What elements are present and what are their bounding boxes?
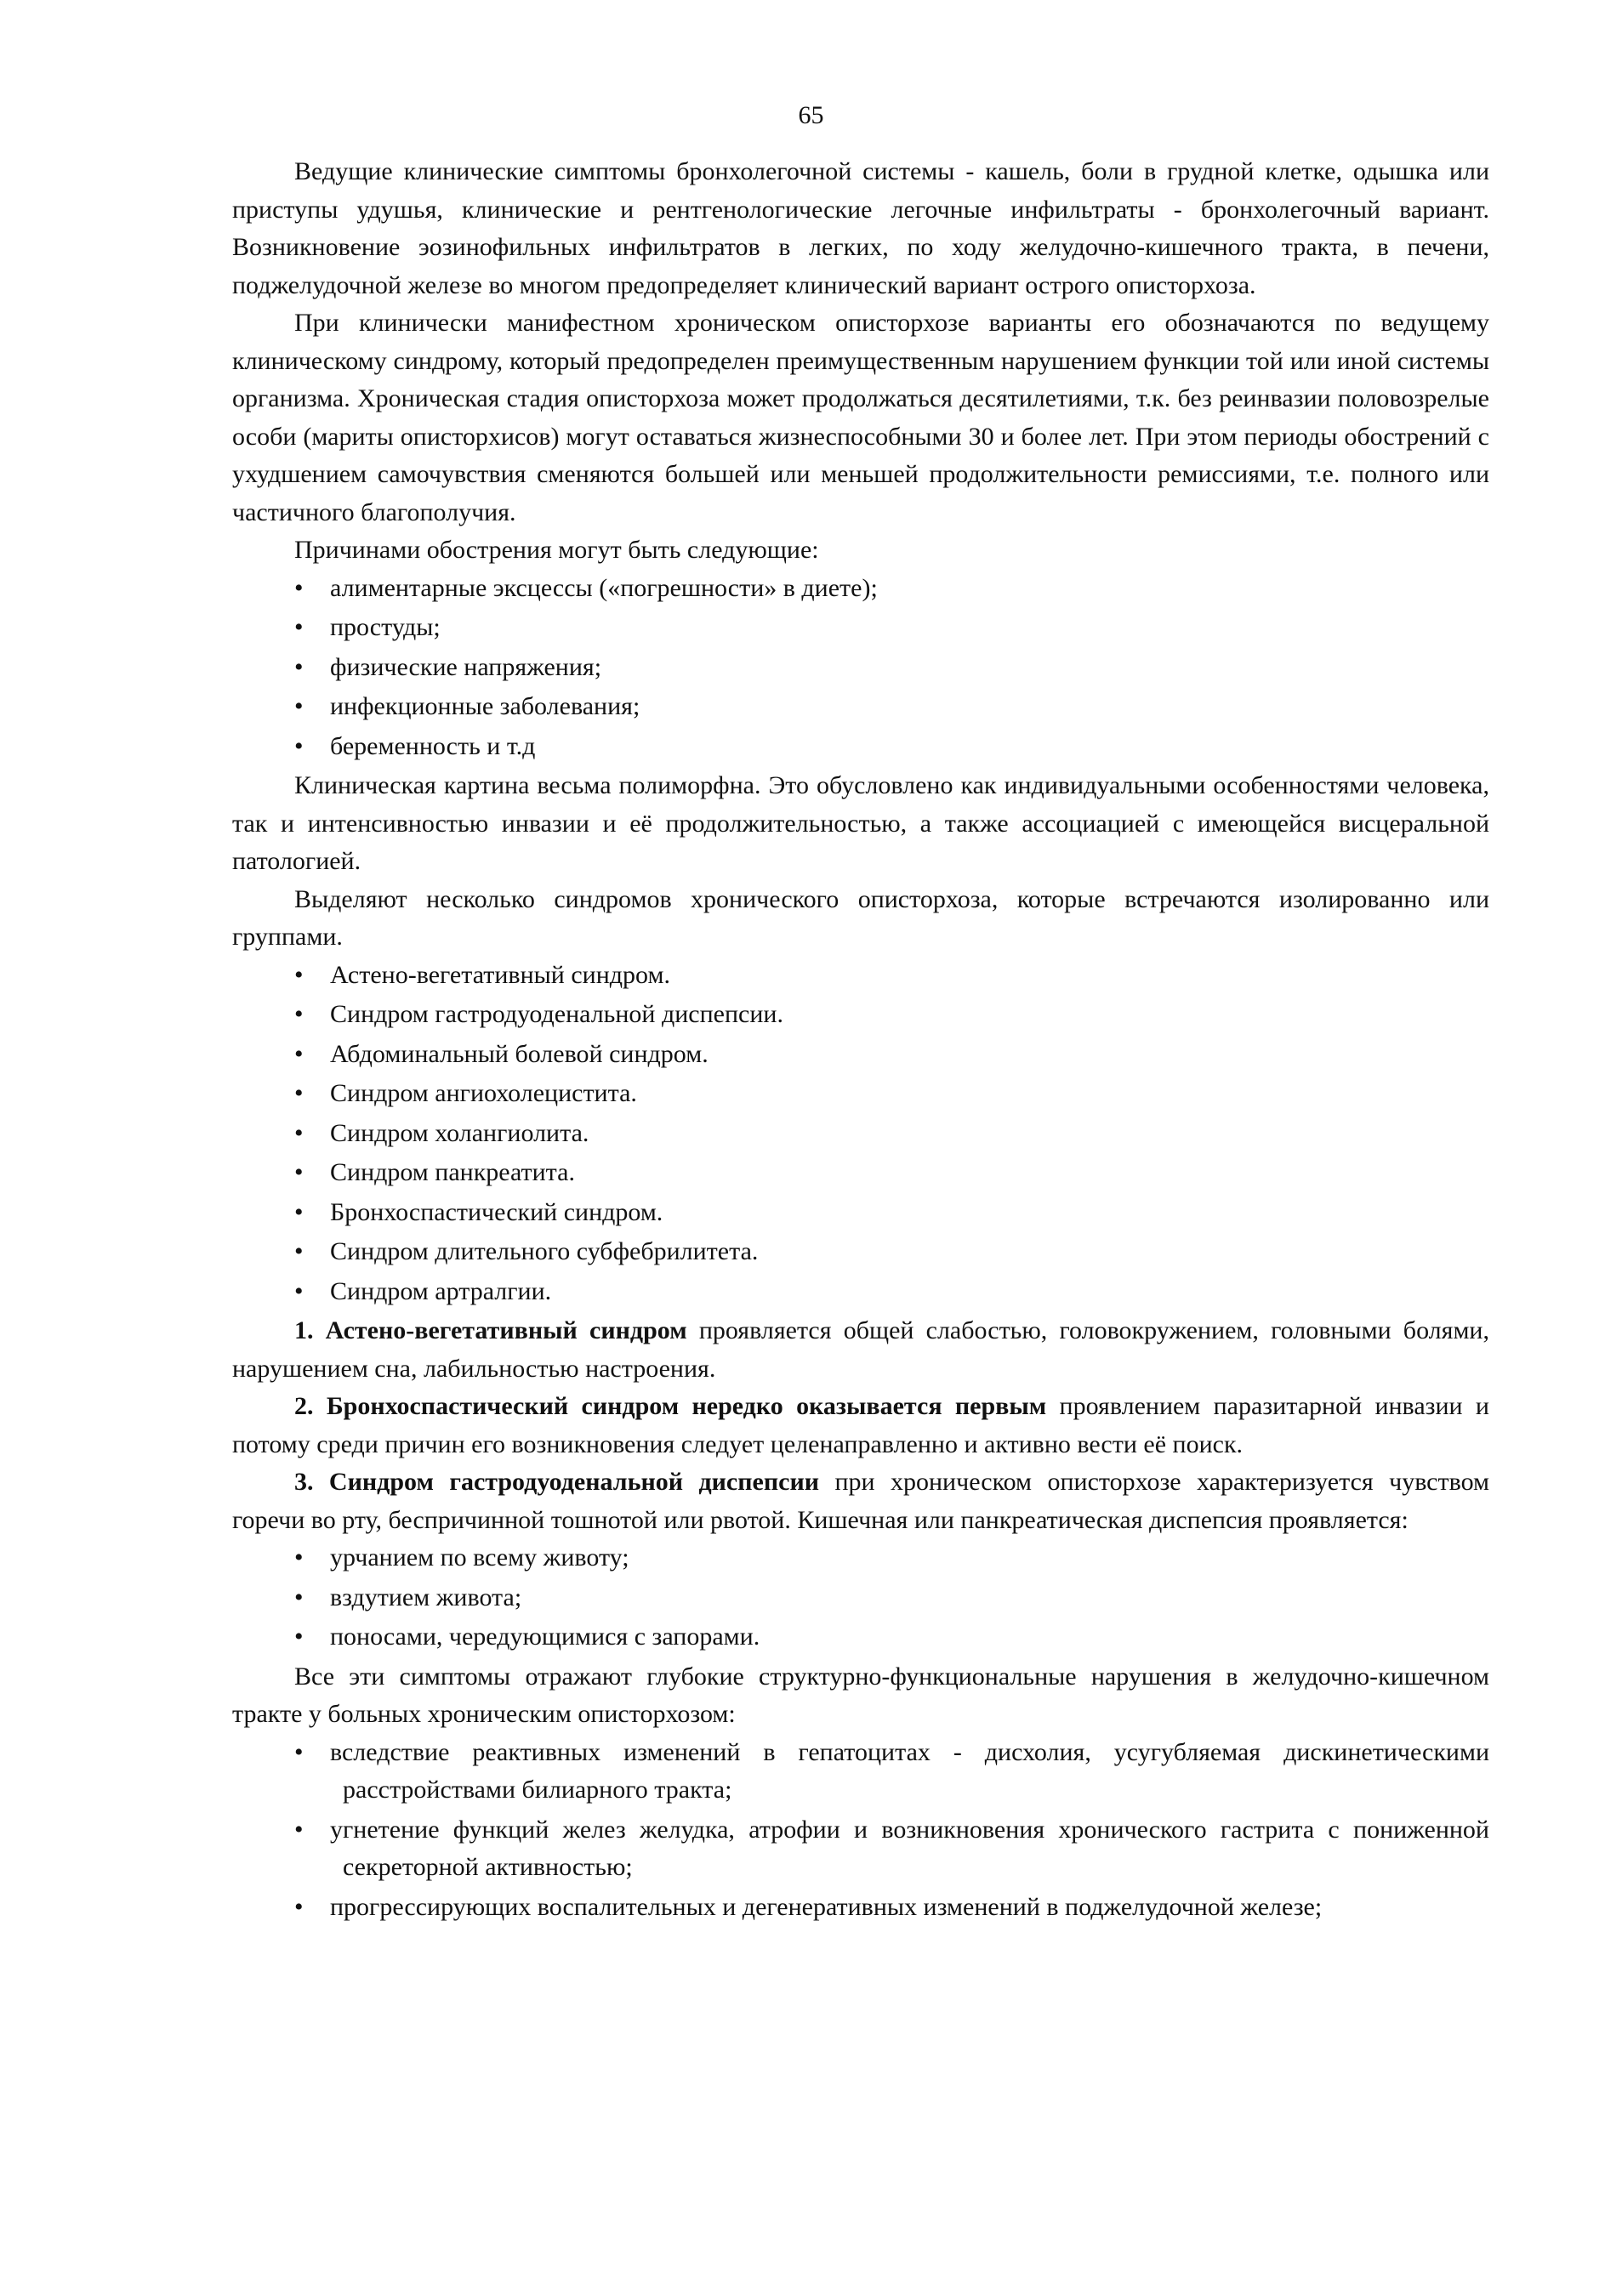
list-item: • Синдром артралгии.: [232, 1273, 1489, 1311]
list-item: • Синдром длительного субфебрилитета.: [232, 1233, 1489, 1271]
bullet-icon: •: [294, 1118, 304, 1147]
list-item: • физические напряжения;: [232, 649, 1489, 687]
section-heading: 3. Синдром гастродуоденальной диспепсии: [294, 1468, 820, 1496]
list-item: • простуды;: [232, 609, 1489, 647]
list-item: • Астено-вегетативный синдром.: [232, 957, 1489, 995]
bullet-icon: •: [294, 731, 304, 760]
bullet-icon: •: [294, 1892, 304, 1921]
list-disorders: [232, 1734, 1489, 1927]
paragraph-asthenic-syndrome: 1. Астено-вегетативный синдром проявляется общей слабостью, головокружением, головными болями, нарушением сна, лабильностью настроения.: [232, 1316, 1489, 1383]
bullet-icon: •: [294, 1623, 304, 1651]
list-item: • поносами, чередующимися с запорами.: [232, 1618, 1489, 1657]
bullet-icon: •: [294, 1737, 304, 1766]
list-item: • прогрессирующих воспалительных и дегенеративных изменений в поджелудочной железе;: [232, 1889, 1489, 1927]
paragraph-syndromes-intro: Выделяют несколько синдромов хронического описторхоза, которые встречаются изолированно или группами.: [232, 884, 1489, 951]
list-item: • Синдром ангиохолецистита.: [232, 1075, 1489, 1113]
list-item: • урчанием по всему животу;: [232, 1539, 1489, 1577]
bullet-icon: •: [294, 960, 304, 989]
list-item: • Абдоминальный болевой синдром.: [232, 1036, 1489, 1074]
list-item: • вследствие реактивных изменений в гепатоцитах - дисхолия, усугубляемая дискинетическими расстройствами билиарного тракта;: [232, 1734, 1489, 1810]
paragraph-disorders-intro: Все эти симптомы отражают глубокие структурно-функциональные нарушения в желудочно-кишечном тракте у больных хроническим описторхозом:: [232, 1662, 1489, 1728]
list-item: • инфекционные заболевания;: [232, 688, 1489, 726]
bullet-icon: •: [294, 1583, 304, 1611]
bullet-icon: •: [294, 1543, 304, 1571]
paragraph-clinical-picture: Клиническая картина весьма полиморфна. Это обусловлено как индивидуальными особенностями человека, так и интенсивностью инвазии и её продолжительностью, а также ассоциацией с имеющейся висцеральной патологией.: [232, 771, 1489, 875]
bullet-icon: •: [294, 692, 304, 720]
bullet-icon: •: [294, 1158, 304, 1186]
list-item: • вздутием живота;: [232, 1579, 1489, 1617]
bullet-icon: •: [294, 1197, 304, 1226]
section-heading: 1. Астено-вегетативный синдром: [294, 1316, 687, 1344]
bullet-icon: •: [294, 613, 304, 641]
paragraph-chronic-stage: При клинически манифестном хроническом описторхозе варианты его обозначаются по ведущему клиническому синдрому, который предопределен преимущественным нарушением функции той или иной системы организма. Хроническая стадия описторхоза может продолжаться десятилетиями, т.к. без реинвазии половозрелые особи (мариты описторхисов) могут оставаться жизнеспособными 30 и более лет. При этом периоды обострений с ухудшением самочувствия сменяются большей или меньшей продолжительности ремиссиями, т.е. полного или частичного благополучия.: [232, 309, 1489, 526]
list-item: • алиментарные эксцессы («погрешности» в диете);: [232, 570, 1489, 608]
bullet-icon: •: [294, 652, 304, 681]
page-body: [232, 153, 1489, 1928]
paragraph-bronchopulmonary: Ведущие клинические симптомы бронхолегочной системы - кашель, боли в грудной клетке, одышка или приступы удушья, клинические и рентгенологические легочные инфильтраты - бронхолегочный вариант. Возникновение эозинофильных инфильтратов в легких, по ходу желудочно-кишечного тракта, в печени, поджелудочной железе во многом предопределяет клинический вариант острого описторхоза.: [232, 157, 1489, 299]
bullet-icon: •: [294, 1079, 304, 1107]
list-item: • Синдром гастродуоденальной диспепсии.: [232, 996, 1489, 1034]
bullet-icon: •: [294, 1237, 304, 1265]
bullet-icon: •: [294, 1815, 304, 1844]
bullet-icon: •: [294, 1276, 304, 1305]
list-item: • беременность и т.д: [232, 728, 1489, 766]
paragraph-bronchospastic-syndrome: 2. Бронхоспастический синдром нередко оказывается первым проявлением паразитарной инвазии и потому среди причин его возникновения следует целенаправленно и активно вести её поиск.: [232, 1392, 1489, 1458]
list-causes: [232, 570, 1489, 766]
paragraph-dyspepsia-syndrome: 3. Синдром гастродуоденальной диспепсии при хроническом описторхозе характеризуется чувством горечи во рту, беспричинной тошнотой или рвотой. Кишечная или панкреатическая диспепсия проявляется:: [232, 1468, 1489, 1534]
bullet-icon: •: [294, 1000, 304, 1028]
bullet-icon: •: [294, 1039, 304, 1068]
list-syndromes: [232, 957, 1489, 1311]
list-dyspepsia: [232, 1539, 1489, 1657]
page-number: 65: [798, 101, 824, 129]
list-item: • угнетение функций желез желудка, атрофии и возникновения хронического гастрита с пониженной секреторной активностью;: [232, 1811, 1489, 1887]
section-heading: 2. Бронхоспастический синдром нередко оказывается первым: [294, 1392, 1047, 1420]
bullet-icon: •: [294, 573, 304, 602]
paragraph-causes-intro: Причинами обострения могут быть следующие:: [294, 536, 819, 564]
list-item: • Синдром холангиолита.: [232, 1115, 1489, 1153]
list-item: • Синдром панкреатита.: [232, 1154, 1489, 1192]
list-item: • Бронхоспастический синдром.: [232, 1194, 1489, 1232]
